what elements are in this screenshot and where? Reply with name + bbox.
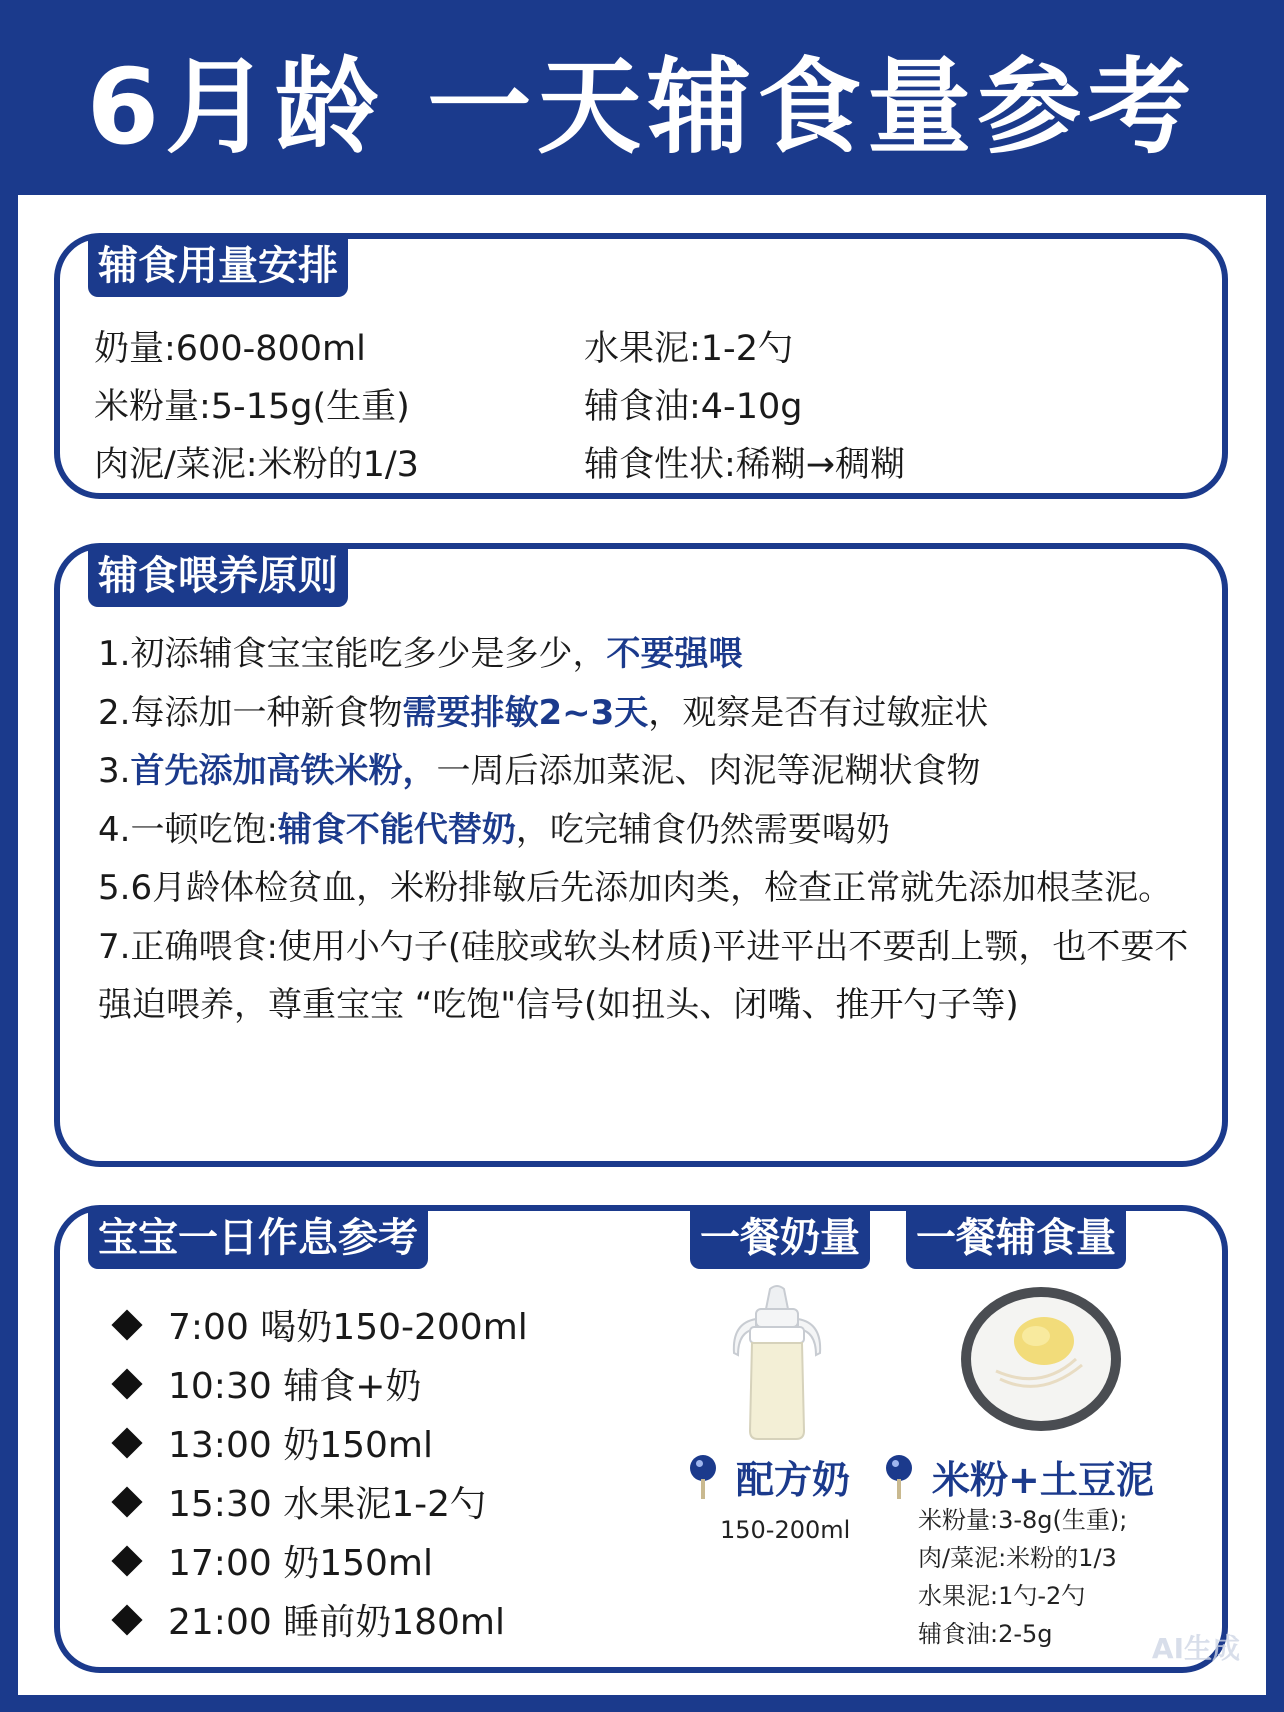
dosage-item: 水果泥:1-2勺 — [584, 329, 793, 369]
principle-text: 2.每添加一种新食物 — [98, 692, 403, 733]
pin-icon — [886, 1455, 912, 1499]
principle-highlight: 首先添加高铁米粉， — [130, 751, 437, 791]
principle-item — [98, 625, 1198, 684]
principle-text: 1.初添辅食宝宝能吃多少是多少， — [98, 634, 607, 674]
schedule-item — [116, 1590, 528, 1649]
principles-list — [98, 625, 1198, 1035]
milk-tag: 一餐奶量 — [690, 1209, 870, 1269]
diamond-bullet-icon — [111, 1486, 142, 1517]
food-details — [918, 1501, 1127, 1653]
dosage-row — [94, 375, 1202, 433]
principles-card-tag: 辅食喂养原则 — [88, 547, 348, 607]
milk-amount: 150-200ml — [720, 1516, 851, 1544]
schedule-item — [116, 1413, 528, 1472]
schedule-text: 10:30 辅食+奶 — [168, 1366, 422, 1407]
ai-watermark: AI生成 — [1151, 1632, 1240, 1665]
schedule-text: 15:30 水果泥1-2勺 — [168, 1484, 486, 1525]
food-line: 米粉量:3-8g(生重); — [918, 1506, 1128, 1534]
diamond-bullet-icon — [111, 1545, 142, 1576]
pin-icon — [690, 1455, 716, 1499]
diamond-bullet-icon — [111, 1368, 142, 1399]
bowl-of-puree-icon — [956, 1281, 1126, 1431]
milk-title: 配方奶 — [736, 1458, 851, 1502]
principle-item: 7.正确喂食:使用小勺子(硅胶或软头材质)平进平出不要刮上颚，也不要不强迫喂养，尊重宝宝 “吃饱"信号(如扭头、闭嘴、推开勺子等) — [98, 926, 1189, 1025]
dosage-item: 辅食油:4-10g — [584, 387, 803, 427]
food-line: 水果泥:1勺-2勺 — [918, 1582, 1086, 1610]
dosage-item: 奶量:600-800ml — [94, 329, 366, 369]
schedule-text: 17:00 奶150ml — [168, 1543, 433, 1584]
dosage-item: 米粉量:5-15g(生重) — [94, 387, 410, 427]
principle-text: ，观察是否有过敏症状 — [648, 692, 989, 733]
principle-highlight: 不要强喂 — [606, 634, 743, 674]
page-title: 6月龄 一天辅食量参考 — [86, 45, 1198, 168]
food-title-row — [886, 1449, 1154, 1504]
schedule-card — [54, 1205, 1228, 1673]
schedule-item — [116, 1472, 528, 1531]
diamond-bullet-icon — [111, 1309, 142, 1340]
food-line: 辅食油:2-5g — [918, 1620, 1053, 1648]
principle-highlight: 辅食不能代替奶 — [277, 809, 516, 850]
principle-item — [98, 742, 1198, 801]
food-tag: 一餐辅食量 — [906, 1209, 1126, 1269]
schedule-item — [116, 1531, 528, 1590]
schedule-card-tag: 宝宝一日作息参考 — [88, 1209, 428, 1269]
food-line: 肉/菜泥:米粉的1/3 — [918, 1544, 1117, 1572]
principle-item: 5.6月龄体检贫血，米粉排敏后先添加肉类，检查正常就先添加根茎泥。 — [98, 868, 1173, 908]
dosage-item: 肉泥/菜泥:米粉的1/3 — [94, 445, 419, 485]
principle-item — [98, 684, 1198, 743]
principle-text: 4.一顿吃饱: — [98, 809, 278, 850]
diamond-bullet-icon — [111, 1427, 142, 1458]
content-paper — [18, 195, 1266, 1695]
schedule-item — [116, 1295, 528, 1354]
dosage-item: 辅食性状:稀糊→稠糊 — [584, 445, 906, 485]
schedule-item — [116, 1354, 528, 1413]
principle-text: 3. — [98, 751, 131, 791]
principles-card — [54, 543, 1228, 1167]
dosage-grid — [94, 317, 1202, 491]
principle-text: 一周后添加菜泥、肉泥等泥糊状食物 — [436, 751, 981, 791]
dosage-row — [94, 317, 1202, 375]
diamond-bullet-icon — [111, 1604, 142, 1635]
schedule-text: 21:00 睡前奶180ml — [168, 1602, 505, 1643]
principle-highlight: 需要排敏2~3天 — [402, 692, 649, 733]
header — [0, 0, 1284, 195]
dosage-card — [54, 233, 1228, 499]
schedule-text: 7:00 喝奶150-200ml — [168, 1307, 528, 1348]
principle-text: ，吃完辅食仍然需要喝奶 — [515, 809, 890, 850]
dosage-row — [94, 433, 1202, 491]
food-title: 米粉+土豆泥 — [932, 1458, 1154, 1502]
baby-bottle-icon — [722, 1283, 832, 1443]
principle-item — [98, 801, 1198, 860]
milk-title-row — [690, 1449, 850, 1504]
dosage-card-tag: 辅食用量安排 — [88, 237, 348, 297]
schedule-text: 13:00 奶150ml — [168, 1425, 433, 1466]
schedule-list — [116, 1295, 528, 1649]
